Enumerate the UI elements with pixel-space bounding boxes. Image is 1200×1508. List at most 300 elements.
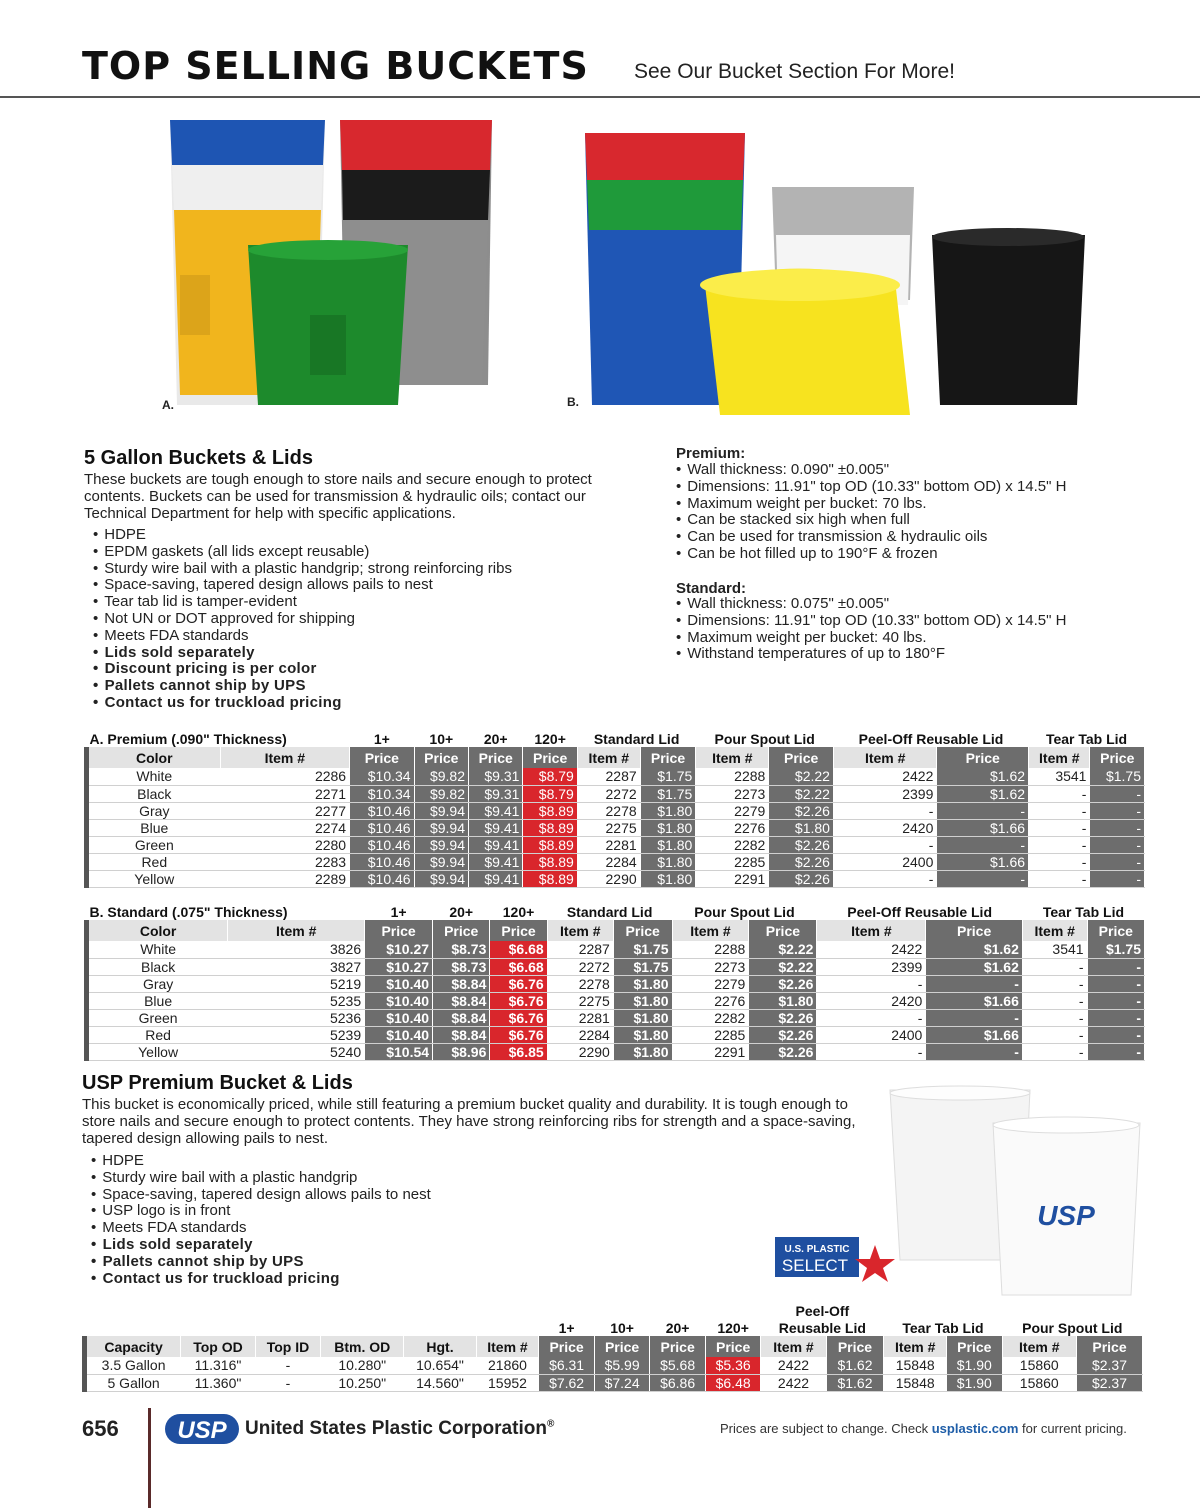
- column-group-label: Pour Spout Lid: [1002, 1319, 1142, 1336]
- table-cell: $9.41: [469, 853, 523, 870]
- table-cell: 2272: [547, 958, 613, 975]
- table-cell: 2286: [220, 768, 350, 785]
- table-cell: 2422: [817, 941, 926, 958]
- table-cell: -: [1022, 975, 1087, 992]
- column-group-label: 1+: [350, 730, 414, 747]
- bullet-item: • Space-saving, tapered design allows pails to nest: [91, 1187, 691, 1204]
- table-cell: -: [1029, 785, 1090, 802]
- table-cell: 2420: [833, 819, 936, 836]
- pricing-note: [720, 1421, 1127, 1436]
- row-label: Green: [87, 1009, 228, 1026]
- table-cell: -: [1029, 853, 1090, 870]
- table-cell: 10.250": [321, 1374, 404, 1391]
- bullet-item: • EPDM gaskets (all lids except reusable): [93, 544, 593, 561]
- table-cell: -: [1022, 992, 1087, 1009]
- column-header: Item #: [577, 747, 640, 768]
- table-cell: -: [937, 802, 1029, 819]
- bullet-item: • Maximum weight per bucket: 40 lbs.: [676, 630, 1156, 647]
- table-cell: $1.75: [640, 768, 696, 785]
- page-subtitle: See Our Bucket Section For More!: [634, 60, 955, 83]
- table-cell: 15848: [884, 1374, 947, 1391]
- table-cell: $1.66: [937, 819, 1029, 836]
- table-cell: $2.22: [769, 768, 834, 785]
- column-header: Price: [350, 747, 414, 768]
- bullet-item: • Sturdy wire bail with a plastic handgrip: [91, 1170, 691, 1187]
- table-cell: 2275: [577, 819, 640, 836]
- table-cell: -: [833, 802, 936, 819]
- table-cell: -: [817, 1009, 926, 1026]
- column-header: Price: [826, 1336, 884, 1357]
- bullet-item: • Contact us for truckload pricing: [93, 695, 593, 712]
- table-cell: 2272: [577, 785, 640, 802]
- table-cell: $8.79: [523, 785, 577, 802]
- row-label: 5 Gallon: [85, 1374, 181, 1391]
- bullet-item: • Wall thickness: 0.090" ±0.005": [676, 462, 1156, 479]
- bullet-item: • Pallets cannot ship by UPS: [91, 1254, 691, 1271]
- table-cell: 2291: [696, 870, 769, 887]
- select-badge-bottom: SELECT: [781, 1256, 849, 1275]
- row-label: Gray: [87, 802, 221, 819]
- table-cell: $1.62: [826, 1374, 884, 1391]
- feature-list-5-gallon: [93, 527, 593, 712]
- column-group-label: Tear Tab Lid: [884, 1319, 1002, 1336]
- column-header: Price: [769, 747, 834, 768]
- column-group-label: Peel-Off Reusable Lid: [833, 730, 1028, 747]
- table-cell: $10.40: [365, 1009, 433, 1026]
- table-cell: $9.31: [469, 785, 523, 802]
- table-cell: $10.46: [350, 853, 414, 870]
- table-cell: -: [1022, 1043, 1087, 1060]
- table-cell: $1.90: [947, 1374, 1003, 1391]
- column-group-label: Reusable Lid: [761, 1319, 884, 1336]
- table-cell: -: [1022, 1009, 1087, 1026]
- photo-label-b: B.: [567, 395, 579, 409]
- row-label: Blue: [87, 819, 221, 836]
- row-label: Red: [87, 853, 221, 870]
- section-title-5-gallon: 5 Gallon Buckets & Lids: [84, 447, 313, 469]
- column-header: Top ID: [255, 1336, 320, 1357]
- column-header: Price: [926, 920, 1023, 941]
- table-cell: 2271: [220, 785, 350, 802]
- table-cell: $10.27: [365, 958, 433, 975]
- table-cell: $5.36: [705, 1357, 761, 1374]
- table-cell: -: [1087, 958, 1144, 975]
- column-header: Item #: [1022, 920, 1087, 941]
- table-cell: -: [1029, 819, 1090, 836]
- row-label: 3.5 Gallon: [85, 1357, 181, 1374]
- price-table-standard: [84, 903, 1145, 1061]
- table-cell: $8.89: [523, 802, 577, 819]
- table-cell: -: [926, 975, 1023, 992]
- table-cell: -: [1090, 853, 1145, 870]
- table-cell: 2288: [672, 941, 749, 958]
- usp-logo-on-bucket: USP: [1037, 1200, 1095, 1231]
- table-cell: $2.22: [749, 958, 817, 975]
- table-cell: $8.79: [523, 768, 577, 785]
- table-cell: 2284: [547, 1026, 613, 1043]
- table-cell: -: [1090, 819, 1145, 836]
- table-cell: $1.80: [613, 1026, 672, 1043]
- table-cell: 2290: [577, 870, 640, 887]
- table-cell: -: [1087, 1026, 1144, 1043]
- table-row: [87, 958, 1145, 975]
- column-header: Price: [523, 747, 577, 768]
- table-cell: $2.26: [749, 1026, 817, 1043]
- table-cell: 5235: [228, 992, 365, 1009]
- bullet-item: • USP logo is in front: [91, 1203, 691, 1220]
- table-row: [87, 975, 1145, 992]
- table-cell: $6.31: [539, 1357, 595, 1374]
- bullet-item: • Can be hot filled up to 190°F & frozen: [676, 546, 1156, 563]
- table-cell: 2273: [672, 958, 749, 975]
- table-cell: 21860: [476, 1357, 539, 1374]
- table-cell: -: [1090, 870, 1145, 887]
- table-cell: $2.37: [1076, 1357, 1142, 1374]
- bullet-item: • Meets FDA standards: [93, 628, 593, 645]
- column-header: Price: [1090, 747, 1145, 768]
- table-cell: -: [926, 1043, 1023, 1060]
- table-cell: -: [833, 870, 936, 887]
- table-cell: 2288: [696, 768, 769, 785]
- table-cell: 2291: [672, 1043, 749, 1060]
- table-cell: $8.73: [433, 941, 490, 958]
- table-cell: 5219: [228, 975, 365, 992]
- table-cell: 2282: [696, 836, 769, 853]
- table-cell: 14.560": [404, 1374, 476, 1391]
- table-cell: $6.68: [490, 941, 547, 958]
- table-row: [87, 1026, 1145, 1043]
- column-group-label: Standard Lid: [577, 730, 696, 747]
- column-header: Price: [705, 1336, 761, 1357]
- column-header: Price: [947, 1336, 1003, 1357]
- table-cell: -: [1090, 785, 1145, 802]
- row-label: Black: [87, 785, 221, 802]
- column-header: Price: [594, 1336, 650, 1357]
- registered-mark: ®: [546, 1418, 555, 1430]
- table-cell: 2277: [220, 802, 350, 819]
- table-cell: $6.85: [490, 1043, 547, 1060]
- column-header: Btm. OD: [321, 1336, 404, 1357]
- star-icon: [855, 1245, 895, 1282]
- column-group-label: Standard Lid: [547, 903, 672, 920]
- bucket-photo-a: [160, 115, 500, 415]
- column-header: Price: [414, 747, 468, 768]
- table-cell: 2285: [696, 853, 769, 870]
- table-cell: $2.26: [769, 853, 834, 870]
- table-cell: $2.26: [769, 802, 834, 819]
- column-group-label: Pour Spout Lid: [672, 903, 817, 920]
- table-cell: $1.80: [613, 992, 672, 1009]
- table-cell: $9.94: [414, 836, 468, 853]
- table-cell: $6.76: [490, 975, 547, 992]
- table-cell: 11.360": [181, 1374, 256, 1391]
- table-cell: 2282: [672, 1009, 749, 1026]
- table-cell: 2422: [761, 1374, 826, 1391]
- premium-spec-list: [676, 462, 1156, 563]
- table-cell: 2275: [547, 992, 613, 1009]
- table-cell: $1.75: [1087, 941, 1144, 958]
- row-label: Green: [87, 836, 221, 853]
- table-cell: $10.34: [350, 785, 414, 802]
- column-group-label: 20+: [469, 730, 523, 747]
- column-header: Price: [1076, 1336, 1142, 1357]
- column-header: Item #: [761, 1336, 826, 1357]
- table-cell: $5.99: [594, 1357, 650, 1374]
- table-cell: $1.62: [937, 785, 1029, 802]
- table-cell: $1.80: [640, 870, 696, 887]
- table-cell: 2281: [577, 836, 640, 853]
- bullet-item: • Discount pricing is per color: [93, 661, 593, 678]
- table-cell: $8.89: [523, 870, 577, 887]
- table-cell: $8.89: [523, 853, 577, 870]
- table-cell: $9.82: [414, 785, 468, 802]
- column-header: Item #: [817, 920, 926, 941]
- footer-divider: [148, 1408, 151, 1508]
- table-row: [87, 819, 1145, 836]
- table-cell: 10.280": [321, 1357, 404, 1374]
- column-header: Item #: [833, 747, 936, 768]
- column-header: Item #: [220, 747, 350, 768]
- column-header: Item #: [228, 920, 365, 941]
- table-cell: $2.26: [749, 1043, 817, 1060]
- table-cell: $6.48: [705, 1374, 761, 1391]
- column-group-label: Tear Tab Lid: [1029, 730, 1145, 747]
- column-header: Price: [365, 920, 433, 941]
- table-cell: $8.84: [433, 1009, 490, 1026]
- column-group-label: 10+: [414, 730, 468, 747]
- column-header: Capacity: [85, 1336, 181, 1357]
- table-cell: 2284: [577, 853, 640, 870]
- column-header: Item #: [1029, 747, 1090, 768]
- table-cell: $10.40: [365, 975, 433, 992]
- table-cell: $1.75: [1090, 768, 1145, 785]
- page-number: 656: [82, 1416, 119, 1441]
- table-cell: -: [1090, 802, 1145, 819]
- table-cell: -: [255, 1374, 320, 1391]
- column-group-label: Peel-Off: [761, 1302, 884, 1319]
- table-cell: -: [1029, 870, 1090, 887]
- table-cell: $6.76: [490, 992, 547, 1009]
- table-cell: $1.80: [769, 819, 834, 836]
- table-cell: $1.80: [640, 836, 696, 853]
- page-title: TOP SELLING BUCKETS: [82, 44, 589, 88]
- table-cell: $1.66: [926, 992, 1023, 1009]
- column-header: Price: [937, 747, 1029, 768]
- table-row: [85, 1374, 1143, 1391]
- table-cell: 2287: [577, 768, 640, 785]
- table-cell: 3541: [1022, 941, 1087, 958]
- bullet-item: • Wall thickness: 0.075" ±0.005": [676, 596, 1156, 613]
- table-cell: $1.80: [613, 1009, 672, 1026]
- column-header: Price: [650, 1336, 706, 1357]
- usp-logo-text: USP: [177, 1417, 227, 1444]
- table-cell: $10.40: [365, 1026, 433, 1043]
- column-header: Price: [490, 920, 547, 941]
- table-cell: 2422: [833, 768, 936, 785]
- table-cell: $9.41: [469, 802, 523, 819]
- company-name: [245, 1418, 554, 1440]
- table-cell: 10.654": [404, 1357, 476, 1374]
- column-header: Price: [469, 747, 523, 768]
- website-link[interactable]: usplastic.com: [931, 1421, 1019, 1436]
- column-group-label: 1+: [365, 903, 433, 920]
- table-cell: $2.22: [749, 941, 817, 958]
- bullet-item: • Dimensions: 11.91" top OD (10.33" bottom OD) x 14.5" H: [676, 479, 1156, 496]
- table-cell: $5.68: [650, 1357, 706, 1374]
- premium-spec-title: Premium:: [676, 445, 746, 462]
- select-badge-top: U.S. PLASTIC: [784, 1244, 850, 1255]
- section-title-usp: USP Premium Bucket & Lids: [82, 1072, 353, 1094]
- table-row: [87, 853, 1145, 870]
- table-cell: $7.62: [539, 1374, 595, 1391]
- table-cell: -: [937, 836, 1029, 853]
- table-cell: $2.26: [749, 975, 817, 992]
- table-cell: $10.27: [365, 941, 433, 958]
- column-header: Item #: [476, 1336, 539, 1357]
- table-cell: $8.84: [433, 1026, 490, 1043]
- table-cell: $8.89: [523, 819, 577, 836]
- table-cell: $1.80: [640, 819, 696, 836]
- table-cell: 2420: [817, 992, 926, 1009]
- section-intro-usp: This bucket is economically priced, while still featuring a premium bucket quality and durability. It is tough enough to store nails and secure enough to protect contents. They have strong reinforcing ribs for strength and a space-saving, tapered design allowing pails to nest.: [82, 1096, 856, 1147]
- table-cell: -: [833, 836, 936, 853]
- table-cell: 15952: [476, 1374, 539, 1391]
- column-header: Item #: [672, 920, 749, 941]
- table-spacer: [884, 1302, 1143, 1319]
- table-spacer: [85, 1302, 539, 1336]
- column-header: Price: [613, 920, 672, 941]
- table-cell: $9.31: [469, 768, 523, 785]
- table-cell: 5240: [228, 1043, 365, 1060]
- table-cell: $1.62: [926, 958, 1023, 975]
- table-cell: 2400: [817, 1026, 926, 1043]
- table-cell: 15860: [1002, 1374, 1076, 1391]
- column-header: Price: [749, 920, 817, 941]
- table-cell: -: [1087, 1043, 1144, 1060]
- table-cell: $2.26: [749, 1009, 817, 1026]
- column-group-label: 10+: [594, 1319, 650, 1336]
- table-cell: $2.37: [1076, 1374, 1142, 1391]
- table-cell: 3827: [228, 958, 365, 975]
- row-label: Blue: [87, 992, 228, 1009]
- table-cell: $10.54: [365, 1043, 433, 1060]
- table-cell: -: [1087, 992, 1144, 1009]
- table-cell: $6.76: [490, 1026, 547, 1043]
- table-cell: 15848: [884, 1357, 947, 1374]
- feature-list-usp: [91, 1153, 691, 1287]
- bullet-item: • Can be used for transmission & hydraulic oils: [676, 529, 1156, 546]
- bucket-photo-b: [580, 125, 1120, 420]
- table-cell: $6.76: [490, 1009, 547, 1026]
- table-cell: 2279: [672, 975, 749, 992]
- table-cell: $6.86: [650, 1374, 706, 1391]
- pricing-note-post: for current pricing.: [1018, 1421, 1127, 1436]
- table-cell: $8.96: [433, 1043, 490, 1060]
- company-name-text: United States Plastic Corporation: [245, 1418, 547, 1439]
- bullet-item: • Tear tab lid is tamper-evident: [93, 594, 593, 611]
- table-cell: 3826: [228, 941, 365, 958]
- bullet-item: • HDPE: [91, 1153, 691, 1170]
- table-cell: $2.22: [769, 785, 834, 802]
- table-cell: 2280: [220, 836, 350, 853]
- table-cell: -: [1087, 975, 1144, 992]
- column-header: Hgt.: [404, 1336, 476, 1357]
- row-label: Black: [87, 958, 228, 975]
- row-label: Yellow: [87, 1043, 228, 1060]
- standard-spec-list: [676, 596, 1156, 663]
- table-cell: $1.75: [613, 941, 672, 958]
- table-cell: -: [1029, 836, 1090, 853]
- table-row: [87, 941, 1145, 958]
- table-cell: $10.46: [350, 819, 414, 836]
- table-cell: $7.24: [594, 1374, 650, 1391]
- table-cell: 2422: [761, 1357, 826, 1374]
- table-cell: $8.73: [433, 958, 490, 975]
- table-cell: $1.62: [926, 941, 1023, 958]
- table-cell: $1.75: [613, 958, 672, 975]
- bullet-item: • Meets FDA standards: [91, 1220, 691, 1237]
- column-header: Item #: [696, 747, 769, 768]
- table-cell: 5239: [228, 1026, 365, 1043]
- bullet-item: • HDPE: [93, 527, 593, 544]
- column-header: Price: [539, 1336, 595, 1357]
- table-cell: $1.66: [926, 1026, 1023, 1043]
- table-cell: $10.40: [365, 992, 433, 1009]
- table-cell: 15860: [1002, 1357, 1076, 1374]
- table-row: [87, 768, 1145, 785]
- table-cell: $9.41: [469, 870, 523, 887]
- column-group-label: Peel-Off Reusable Lid: [817, 903, 1022, 920]
- table-cell: 2289: [220, 870, 350, 887]
- table-cell: 2399: [817, 958, 926, 975]
- bullet-item: • Space-saving, tapered design allows pails to nest: [93, 577, 593, 594]
- table-cell: $1.75: [640, 785, 696, 802]
- table-row: [87, 785, 1145, 802]
- table-cell: 2287: [547, 941, 613, 958]
- table-cell: -: [817, 1043, 926, 1060]
- table-cell: -: [937, 870, 1029, 887]
- bullet-item: • Pallets cannot ship by UPS: [93, 678, 593, 695]
- table-cell: $8.89: [523, 836, 577, 853]
- table-cell: -: [1090, 836, 1145, 853]
- bullet-item: • Maximum weight per bucket: 70 lbs.: [676, 496, 1156, 513]
- usp-bucket-photo: [775, 1085, 1145, 1300]
- table-cell: $8.84: [433, 992, 490, 1009]
- table-cell: $2.26: [769, 870, 834, 887]
- bullet-item: • Withstand temperatures of up to 180°F: [676, 646, 1156, 663]
- table-cell: 11.316": [181, 1357, 256, 1374]
- table-cell: $1.62: [937, 768, 1029, 785]
- table-cell: $9.41: [469, 819, 523, 836]
- column-group-label: 120+: [705, 1319, 761, 1336]
- column-header: Top OD: [181, 1336, 256, 1357]
- table-row: [87, 1009, 1145, 1026]
- bullet-item: • Lids sold separately: [93, 645, 593, 662]
- table-cell: 2285: [672, 1026, 749, 1043]
- pricing-note-pre: Prices are subject to change. Check: [720, 1421, 932, 1436]
- row-label: Red: [87, 1026, 228, 1043]
- price-table-premium: [84, 730, 1145, 888]
- table-cell: 2279: [696, 802, 769, 819]
- column-header: Price: [433, 920, 490, 941]
- bullet-item: • Not UN or DOT approved for shipping: [93, 611, 593, 628]
- photo-label-a: A.: [162, 398, 174, 412]
- table-cell: $1.90: [947, 1357, 1003, 1374]
- bullet-item: • Dimensions: 11.91" top OD (10.33" bottom OD) x 14.5" H: [676, 613, 1156, 630]
- table-cell: 2278: [547, 975, 613, 992]
- table-cell: $1.80: [613, 975, 672, 992]
- table-cell: -: [926, 1009, 1023, 1026]
